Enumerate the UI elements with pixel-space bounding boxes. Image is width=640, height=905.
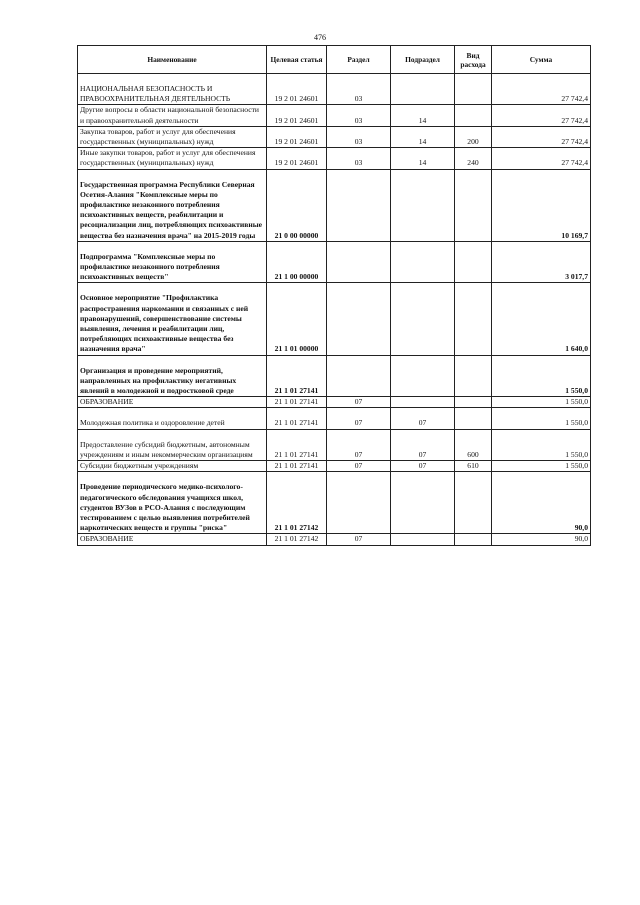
row-subsection: [391, 472, 455, 534]
row-type: [455, 355, 492, 397]
row-sum: 27 742,4: [492, 126, 591, 147]
row-subsection: 07: [391, 461, 455, 472]
row-name: Государственная программа Республики Северная Осетия-Алания "Комплексные меры по профилактике незаконного потребления психоактивных веществ, реабилитации и ресоциализации лиц, потребляющих психоактивные вещества без назначения врача" на 2015-2019 годы: [78, 169, 267, 241]
row-type: 610: [455, 461, 492, 472]
row-subsection: [391, 169, 455, 241]
row-section: 03: [327, 105, 391, 126]
row-code: 21 1 01 27141: [267, 408, 327, 429]
row-type: [455, 408, 492, 429]
row-sum: 27 742,4: [492, 148, 591, 169]
row-section: 03: [327, 148, 391, 169]
row-type: [455, 241, 492, 283]
row-name: Проведение периодического медико-психолого-педагогического обследования учащихся школ, студентов ВУЗов в РСО-Алания с последующим тестированием с целью выявления потребителей наркотических веществ и группы "риска": [78, 472, 267, 534]
header-name: Наименование: [78, 46, 267, 74]
row-code: 21 1 01 27141: [267, 397, 327, 408]
table-row: [78, 397, 591, 408]
table-row: [78, 408, 591, 429]
row-type: [455, 105, 492, 126]
row-section: [327, 283, 391, 355]
row-section: 07: [327, 408, 391, 429]
table-body: [78, 74, 591, 546]
table-row: [78, 105, 591, 126]
row-section: [327, 355, 391, 397]
row-sum: 1 550,0: [492, 429, 591, 460]
row-subsection: [391, 283, 455, 355]
table-row: [78, 148, 591, 169]
row-subsection: 14: [391, 105, 455, 126]
row-section: 07: [327, 461, 391, 472]
row-type: 200: [455, 126, 492, 147]
row-section: 03: [327, 126, 391, 147]
row-subsection: [391, 397, 455, 408]
row-sum: 3 017,7: [492, 241, 591, 283]
row-subsection: 07: [391, 408, 455, 429]
row-code: 21 1 01 27142: [267, 472, 327, 534]
row-section: [327, 472, 391, 534]
row-name: Другие вопросы в области национальной безопасности и правоохранительной деятельности: [78, 105, 267, 126]
row-type: 240: [455, 148, 492, 169]
row-name: Организация и проведение мероприятий, направленных на профилактику негативных явлений в молодежной и подростковой среде: [78, 355, 267, 397]
row-subsection: [391, 355, 455, 397]
table-row: [78, 126, 591, 147]
row-subsection: [391, 534, 455, 545]
row-name: Иные закупки товаров, работ и услуг для обеспечения государственных (муниципальных) нужд: [78, 148, 267, 169]
row-section: 03: [327, 74, 391, 105]
row-sum: 1 640,0: [492, 283, 591, 355]
row-sum: 27 742,4: [492, 74, 591, 105]
row-name: Закупка товаров, работ и услуг для обеспечения государственных (муниципальных) нужд: [78, 126, 267, 147]
table-row: [78, 74, 591, 105]
row-code: 21 0 00 00000: [267, 169, 327, 241]
header-section: Раздел: [327, 46, 391, 74]
row-type: [455, 472, 492, 534]
row-section: 07: [327, 429, 391, 460]
table-row: [78, 461, 591, 472]
row-section: [327, 241, 391, 283]
row-subsection: 07: [391, 429, 455, 460]
row-type: [455, 169, 492, 241]
table-row: [78, 472, 591, 534]
row-subsection: 14: [391, 148, 455, 169]
row-sum: 1 550,0: [492, 461, 591, 472]
row-section: [327, 169, 391, 241]
row-name: ОБРАЗОВАНИЕ: [78, 534, 267, 545]
row-sum: 10 169,7: [492, 169, 591, 241]
row-code: 21 1 01 00000: [267, 283, 327, 355]
row-name: НАЦИОНАЛЬНАЯ БЕЗОПАСНОСТЬ И ПРАВООХРАНИТЕЛЬНАЯ ДЕЯТЕЛЬНОСТЬ: [78, 74, 267, 105]
row-code: 19 2 01 24601: [267, 148, 327, 169]
table-row: [78, 169, 591, 241]
row-section: 07: [327, 534, 391, 545]
row-type: [455, 283, 492, 355]
row-name: Субсидии бюджетным учреждениям: [78, 461, 267, 472]
row-sum: 90,0: [492, 534, 591, 545]
budget-table: [77, 45, 591, 546]
row-type: [455, 534, 492, 545]
row-name: ОБРАЗОВАНИЕ: [78, 397, 267, 408]
header-subsection: Подраздел: [391, 46, 455, 74]
row-section: 07: [327, 397, 391, 408]
row-name: Основное мероприятие "Профилактика распространения наркомании и связанных с ней правонарушений, совершенствование системы выявления, лечения и реабилитации лиц, потребляющих психоактивные вещества без назначения врача": [78, 283, 267, 355]
header-sum: Сумма: [492, 46, 591, 74]
header-type: Вид расхода: [455, 46, 492, 74]
row-type: [455, 397, 492, 408]
row-name: Молодежная политика и оздоровление детей: [78, 408, 267, 429]
table-row: [78, 241, 591, 283]
row-type: [455, 74, 492, 105]
row-code: 19 2 01 24601: [267, 105, 327, 126]
row-sum: 1 550,0: [492, 408, 591, 429]
row-sum: 1 550,0: [492, 397, 591, 408]
row-code: 19 2 01 24601: [267, 74, 327, 105]
row-name: Подпрограмма "Комплексные меры по профилактике незаконного потребления психоактивных веществ": [78, 241, 267, 283]
row-sum: 27 742,4: [492, 105, 591, 126]
row-code: 21 1 01 27141: [267, 461, 327, 472]
row-code: 21 1 01 27141: [267, 429, 327, 460]
row-code: 19 2 01 24601: [267, 126, 327, 147]
row-subsection: [391, 241, 455, 283]
table-row: [78, 355, 591, 397]
table-row: [78, 429, 591, 460]
row-subsection: 14: [391, 126, 455, 147]
table-row: [78, 283, 591, 355]
page-number: 476: [314, 33, 326, 42]
row-sum: 90,0: [492, 472, 591, 534]
table-header-row: [78, 46, 591, 74]
row-code: 21 1 00 00000: [267, 241, 327, 283]
row-subsection: [391, 74, 455, 105]
header-code: Целевая статья: [267, 46, 327, 74]
row-code: 21 1 01 27142: [267, 534, 327, 545]
table-row: [78, 534, 591, 545]
row-code: 21 1 01 27141: [267, 355, 327, 397]
row-sum: 1 550,0: [492, 355, 591, 397]
row-type: 600: [455, 429, 492, 460]
row-name: Предоставление субсидий бюджетным, автономным учреждениям и иным некоммерческим организациям: [78, 429, 267, 460]
